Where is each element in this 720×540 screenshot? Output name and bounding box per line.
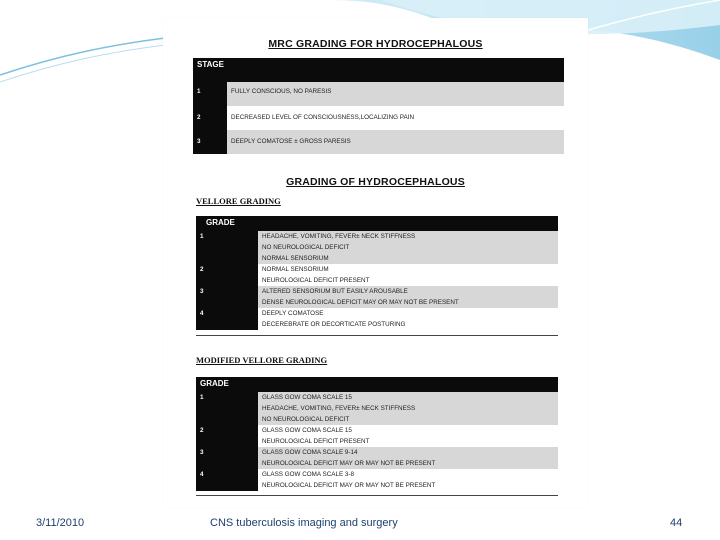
grade-line: NEUROLOGICAL DEFICIT PRESENT xyxy=(262,277,370,284)
vellore-header-cell: GRADE xyxy=(196,216,558,231)
vellore-grade-number xyxy=(196,231,258,264)
modified-grade-number xyxy=(196,392,258,425)
left-wave-line xyxy=(0,38,165,75)
modified-table-bottom-rule xyxy=(196,495,558,496)
mrc-title: MRC GRADING FOR HYDROCEPHALOUS xyxy=(268,38,483,50)
vellore-grade-number-text: 2 xyxy=(200,266,204,273)
grade-line: NO NEUROLOGICAL DEFICIT xyxy=(262,416,350,423)
grade-line: GLASS GOW COMA SCALE 15 xyxy=(262,394,352,401)
table-row xyxy=(193,106,564,130)
grade-line: HEADACHE, VOMITING, FEVER± NECK STIFFNESS xyxy=(262,405,416,412)
table-row xyxy=(196,469,558,491)
vellore-grade-number xyxy=(196,286,258,308)
table-row xyxy=(193,82,564,106)
vellore-grade-number-text: 3 xyxy=(200,288,204,295)
mrc-header-cell: STAGE xyxy=(193,58,564,82)
left-wave-line-2 xyxy=(0,45,165,82)
modified-grade-number-text: 4 xyxy=(200,471,204,478)
vellore-subtitle: VELLORE GRADING xyxy=(196,196,281,206)
modified-grade-desc xyxy=(258,469,558,491)
grade-line: GLASS GOW COMA SCALE 15 xyxy=(262,427,352,434)
footer-page-number: 44 xyxy=(670,517,683,529)
mrc-stage-text: DEEPLY COMATOSE ± GROSS PARESIS xyxy=(227,130,564,154)
table-row xyxy=(196,447,558,469)
mrc-stage-number: 2 xyxy=(193,106,227,130)
vellore-header-row xyxy=(196,216,558,231)
modified-grade-number xyxy=(196,447,258,469)
vellore-grade-desc xyxy=(258,264,558,286)
mrc-stage-text: DECREASED LEVEL OF CONSCIOUSNESS,LOCALIZING PAIN xyxy=(227,106,564,130)
vellore-table-bottom-rule xyxy=(196,335,558,336)
vellore-grade-number xyxy=(196,264,258,286)
vellore-table xyxy=(196,216,558,330)
modified-header-cell: GRADE xyxy=(196,377,558,392)
modified-vellore-table xyxy=(196,377,558,491)
vellore-grade-desc xyxy=(258,231,558,264)
footer-title: CNS tuberculosis imaging and surgery xyxy=(210,517,398,529)
table-row xyxy=(196,392,558,425)
vellore-grade-number-text: 1 xyxy=(200,233,204,240)
modified-grade-number-text: 3 xyxy=(200,449,204,456)
modified-grade-number-text: 1 xyxy=(200,394,204,401)
grade-line: NEUROLOGICAL DEFICIT MAY OR MAY NOT BE PRESENT xyxy=(262,460,436,467)
modified-grade-number xyxy=(196,469,258,491)
table-row xyxy=(193,130,564,154)
slide-content-panel xyxy=(163,18,588,508)
table-row xyxy=(196,308,558,330)
grade-line: DENSE NEUROLOGICAL DEFICIT MAY OR MAY NOT BE PRESENT xyxy=(262,299,459,306)
modified-grade-number xyxy=(196,425,258,447)
table-row xyxy=(196,264,558,286)
grade-line: GLASS GOW COMA SCALE 9-14 xyxy=(262,449,358,456)
mrc-stage-number: 3 xyxy=(193,130,227,154)
grade-line: NEUROLOGICAL DEFICIT PRESENT xyxy=(262,438,370,445)
table-row xyxy=(196,231,558,264)
modified-grade-desc xyxy=(258,425,558,447)
footer-date: 3/11/2010 xyxy=(36,517,85,529)
mrc-table xyxy=(193,58,564,154)
vellore-grade-number-text: 4 xyxy=(200,310,204,317)
modified-grade-desc xyxy=(258,447,558,469)
grade-line: DECEREBRATE OR DECORTICATE POSTURING xyxy=(262,321,406,328)
grade-line: HEADACHE, VOMITING, FEVER± NECK STIFFNESS xyxy=(262,233,416,240)
grade-line: NEUROLOGICAL DEFICIT MAY OR MAY NOT BE PRESENT xyxy=(262,482,436,489)
modified-grade-desc xyxy=(258,392,558,425)
grade-line: NORMAL SENSORIUM xyxy=(262,255,329,262)
grade-line: ALTERED SENSORIUM BUT EASILY AROUSABLE xyxy=(262,288,408,295)
grade-line: NO NEUROLOGICAL DEFICIT xyxy=(262,244,350,251)
modified-grade-number-text: 2 xyxy=(200,427,204,434)
mrc-header-row xyxy=(193,58,564,82)
table-row xyxy=(196,286,558,308)
table-row xyxy=(196,425,558,447)
vellore-grade-number xyxy=(196,308,258,330)
grading-title: GRADING OF HYDROCEPHALOUS xyxy=(286,176,465,188)
mrc-stage-text: FULLY CONSCIOUS, NO PARESIS xyxy=(227,82,564,106)
grade-line: NORMAL SENSORIUM xyxy=(262,266,329,273)
mrc-stage-number: 1 xyxy=(193,82,227,106)
grade-line: GLASS GOW COMA SCALE 3-8 xyxy=(262,471,355,478)
vellore-grade-desc xyxy=(258,286,558,308)
grade-line: DEEPLY COMATOSE xyxy=(262,310,324,317)
modified-vellore-subtitle: MODIFIED VELLORE GRADING xyxy=(196,355,328,365)
modified-header-row xyxy=(196,377,558,392)
vellore-grade-desc xyxy=(258,308,558,330)
